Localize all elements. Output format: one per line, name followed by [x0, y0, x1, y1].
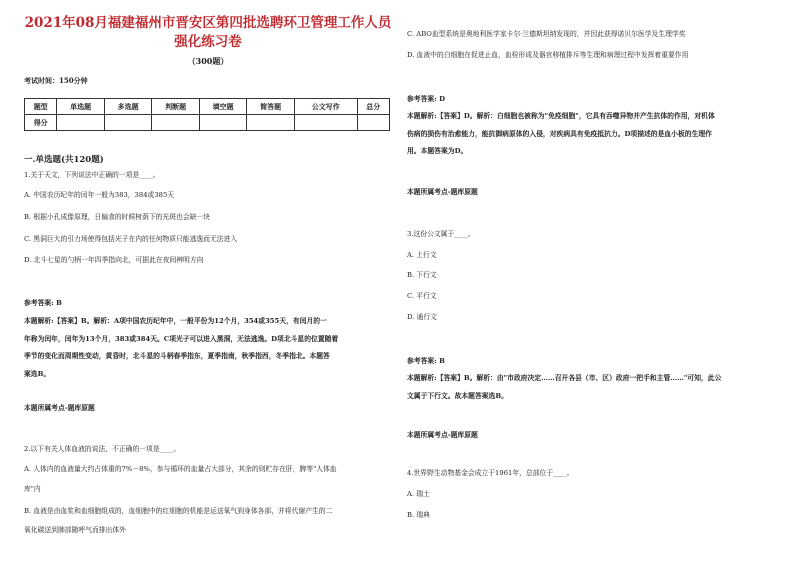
question-4-option-a: A. 瑞士: [407, 490, 430, 498]
question-3-option-c: C. 平行文: [407, 292, 437, 300]
question-3-knowledge-point: 本题所属考点-题库原题: [407, 431, 478, 439]
question-3-explanation: [407, 370, 779, 405]
score-cell[interactable]: [294, 115, 357, 131]
score-header-cell: 总分: [357, 99, 389, 115]
question-2-option-b-line1: B. 血液是由血浆和血细胞组成的，血细胞中的红细胞的机能是运送氧气到身体各部，并将代谢产生的二: [24, 507, 333, 515]
question-1-option-c: C. 黑洞巨大的引力场使得包括光子在内的任何物质只能逃逸而无法进入: [24, 235, 238, 243]
question-3-option-b: B. 下行文: [407, 271, 437, 279]
explanation-line: 年称为闰年，闰年为13个月，383或384天。C项光子可以进入黑洞，无法逃逸。D项北斗星的位置随着: [24, 334, 339, 343]
explanation-line: 本题解析:【答案】D。解析：白细胞也被称为"免疫细胞"，它具有吞噬异物并产生抗体的作用，对机体: [407, 112, 715, 120]
score-cell[interactable]: [357, 115, 389, 131]
explanation-line: 季节的变化而周期性变动，黄昏时，北斗星的斗柄春季指东，夏季指南，秋季指西，冬季指北。本题答: [24, 352, 330, 360]
explanation-line: 文属于下行文。故本题答案选B。: [407, 391, 508, 400]
score-cell[interactable]: [104, 115, 152, 131]
score-cell[interactable]: [247, 115, 295, 131]
score-header-cell: 多选题: [104, 99, 152, 115]
explanation-line: 案选B。: [24, 369, 51, 378]
score-header-cell: 简答题: [247, 99, 295, 115]
question-2-option-b-line2: 氧化碳送到肺部随呼气而排出体外: [24, 526, 126, 534]
explanation-line: 伤病的损伤有治愈能力，能抗御病原体的入侵，对疾病具有免疫抵抗力。D项描述的是血小板的生理作: [407, 129, 712, 138]
page-title-line1: 2021年08月福建福州市晋安区第四批选聘环卫管理工作人员: [24, 15, 392, 31]
score-cell[interactable]: [57, 115, 105, 131]
question-2-stem: 2.以下有关人体血液的说法，不正确的一项是____。: [24, 445, 181, 453]
question-1-stem: 1.关于天文，下列说法中正确的一项是____。: [24, 171, 160, 179]
question-1-option-a: A. 中国农历纪年的闰年一般为383，384或385天: [24, 191, 175, 199]
question-1-answer: 参考答案: B: [24, 299, 62, 307]
score-row-label: 得分: [25, 115, 57, 131]
score-cell[interactable]: [199, 115, 247, 131]
explanation-line: 本题解析:【答案】B。解析：A项中国农历纪年中，一般平份为12个月，354或355天，有闰月的一: [24, 317, 327, 325]
score-cell[interactable]: [152, 115, 200, 131]
score-table-score-row: [25, 115, 390, 131]
question-3-option-d: D. 通行文: [407, 313, 437, 321]
score-header-cell: 题型: [25, 99, 57, 115]
question-1-explanation: [24, 313, 396, 383]
score-header-cell: 判断题: [152, 99, 200, 115]
score-header-cell: 单选题: [57, 99, 105, 115]
question-4-option-b: B. 瑞典: [407, 511, 430, 519]
question-2-option-a-line1: A. 人体内的血液量大约占体重的7%－8%，参与循环的血量占大部分，其余的则贮存在肝，脾等"人体血: [24, 465, 337, 473]
question-2-option-a-line2: 库"内: [24, 485, 41, 493]
question-3-option-a: A. 上行文: [407, 251, 437, 259]
question-1-knowledge-point: 本题所属考点-题库原题: [24, 404, 95, 412]
question-2-answer: 参考答案: D: [407, 95, 445, 103]
page-title-line2: 强化练习卷: [174, 34, 242, 50]
question-1-option-b: B. 根据小孔成像原理，日偏食的时候树荫下的光斑也会缺一块: [24, 213, 211, 221]
question-3-stem: 3.这份公文属于____。: [407, 230, 475, 238]
explanation-line: 本题解析:【答案】B。解析：由"市政府决定……召开各县（市、区）政府一把手和主管……"可知，此公: [407, 374, 722, 382]
page-subtitle: （300题）: [187, 56, 229, 66]
question-2-option-c: C. ABO血型系统是奥地利医学家卡尔·兰德斯坦纳发现的，并因此获得诺贝尔医学及生理学奖: [407, 30, 686, 38]
score-header-cell: 填空题: [199, 99, 247, 115]
question-4-stem: 4.世界野生动物基金会成立于1961年，总部位于____。: [407, 469, 574, 477]
score-header-cell: 公文写作: [294, 99, 357, 115]
exam-time: 考试时间：150分钟: [24, 76, 88, 85]
question-3-answer: 参考答案: B: [407, 357, 445, 365]
question-2-knowledge-point: 本题所属考点-题库原题: [407, 188, 478, 196]
explanation-line: 用。本题答案为D。: [407, 147, 468, 155]
question-1-option-d: D. 北斗七星的勺柄一年四季指向北，可据此在夜间辨明方向: [24, 256, 204, 264]
section-title: 一.单选题(共120题): [24, 155, 104, 165]
question-2-option-d: D. 血液中的白细胞在促进止血，血栓形成及器官移植排斥等生理和病理过程中发挥着重要作用: [407, 51, 689, 59]
score-table-header-row: [25, 99, 390, 115]
score-table: [24, 98, 390, 131]
question-2-explanation: [407, 108, 779, 161]
